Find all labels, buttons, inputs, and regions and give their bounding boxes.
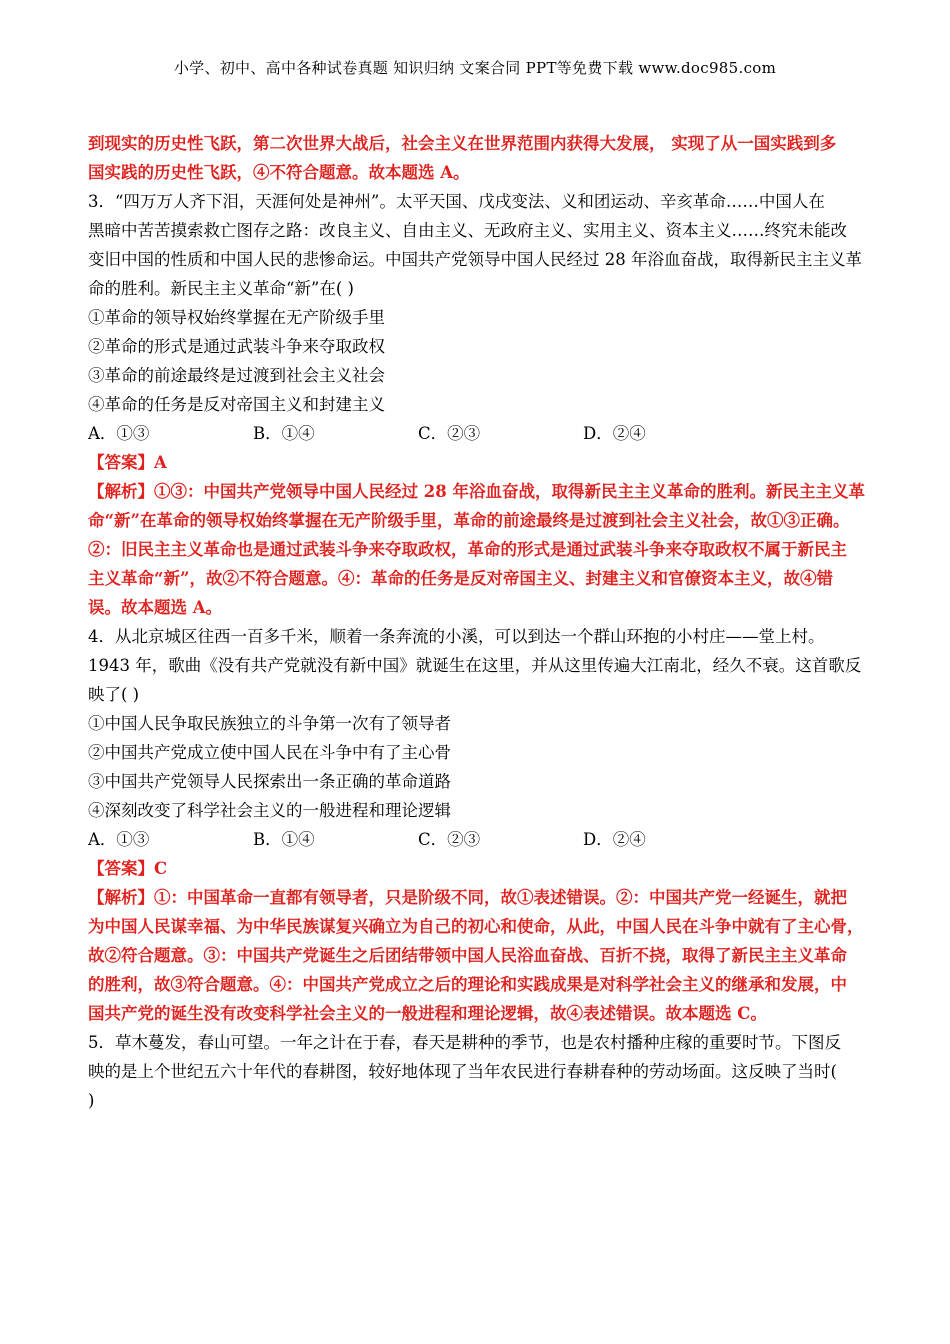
option-a: A．①③	[88, 424, 150, 443]
document-body	[88, 129, 878, 1115]
explanation-line: 到现实的历史性飞跃，第二次世界大战后，社会主义在世界范围内获得大发展， 实现了从一国实践到多	[88, 134, 837, 153]
explanation-line: 的胜利，故③符合题意。④：中国共产党成立之后的理论和实践成果是对科学社会主义的继承和发展，中	[88, 975, 847, 994]
answer-label: 【答案】C	[88, 859, 168, 878]
question-item: ②中国共产党成立使中国人民在斗争中有了主心骨	[88, 743, 451, 762]
page-header: 小学、初中、高中各种试卷真题 知识归纳 文案合同 PPT等免费下载 www.doc985.com	[173, 59, 777, 77]
question-stem-line: 4．从北京城区往西一百多千米，顺着一条奔流的小溪，可以到达一个群山环抱的小村庄——堂上村。	[88, 627, 825, 646]
question-item: ③中国共产党领导人民探索出一条正确的革命道路	[88, 772, 451, 791]
question-stem-line: 黑暗中苦苦摸索救亡图存之路：改良主义、自由主义、无政府主义、实用主义、资本主义……终究未能改	[88, 221, 847, 240]
explanation-line: 【解析】①③：中国共产党领导中国人民经过 28 年浴血奋战，取得新民主主义革命的胜利。新民主主义革	[88, 482, 865, 501]
answer-label: 【答案】A	[88, 453, 167, 472]
question-stem-line: 变旧中国的性质和中国人民的悲惨命运。中国共产党领导中国人民经过 28 年浴血奋战，取得新民主主义革	[88, 250, 862, 269]
question-stem-line: 命的胜利。新民主主义革命“新”在( )	[88, 279, 354, 298]
explanation-line: 误。故本题选 A。	[88, 598, 223, 617]
explanation-line: 主义革命“新”，故②不符合题意。④：革命的任务是反对帝国主义、封建主义和官僚资本主义，故④错	[88, 569, 833, 588]
explanation-line: 国实践的历史性飞跃，④不符合题意。故本题选 A。	[88, 163, 470, 182]
option-d: D．②④	[583, 424, 646, 443]
question-4	[88, 622, 878, 1028]
question-stem-line: 1943 年，歌曲《没有共产党就没有新中国》就诞生在这里，并从这里传遍大江南北，经久不衰。这首歌反	[88, 656, 862, 675]
question-item: ①中国人民争取民族独立的斗争第一次有了领导者	[88, 714, 451, 733]
question-item: ①革命的领导权始终掌握在无产阶级手里	[88, 308, 385, 327]
question-stem-line: 映的是上个世纪五六十年代的春耕图，较好地体现了当年农民进行春耕春种的劳动场面。这反映了当时(	[88, 1062, 837, 1081]
question-stem-line: )	[88, 1091, 95, 1110]
explanation-line: 为中国人民谋幸福、为中华民族谋复兴确立为自己的初心和使命，从此，中国人民在斗争中就有了主心骨，	[88, 917, 864, 936]
option-b: B．①④	[253, 424, 315, 443]
option-b: B．①④	[253, 830, 315, 849]
question-item: ④革命的任务是反对帝国主义和封建主义	[88, 395, 385, 414]
question-item: ④深刻改变了科学社会主义的一般进程和理论逻辑	[88, 801, 451, 820]
answer-options	[88, 419, 878, 448]
option-d: D．②④	[583, 830, 646, 849]
explanation-line: 国共产党的诞生没有改变科学社会主义的一般进程和理论逻辑，故④表述错误。故本题选 C。	[88, 1004, 767, 1023]
option-c: C．②③	[418, 830, 481, 849]
question-5	[88, 1028, 878, 1115]
question-stem-line: 映了( )	[88, 685, 140, 704]
explanation-line: 故②符合题意。③：中国共产党诞生之后团结带领中国人民浴血奋战、百折不挠，取得了新民主主义革命	[88, 946, 847, 965]
question-item: ③革命的前途最终是过渡到社会主义社会	[88, 366, 385, 385]
option-c: C．②③	[418, 424, 481, 443]
prev-explanation	[88, 129, 878, 187]
option-a: A．①③	[88, 830, 150, 849]
explanation-line: 命“新”在革命的领导权始终掌握在无产阶级手里，革命的前途最终是过渡到社会主义社会，故①③正确。	[88, 511, 850, 530]
question-stem-line: 3．“四万万人齐下泪，天涯何处是神州”。太平天国、戊戌变法、义和团运动、辛亥革命……中国人在	[88, 192, 825, 211]
question-3	[88, 187, 878, 622]
question-stem-line: 5．草木蔓发，春山可望。一年之计在于春，春天是耕种的季节，也是农村播种庄稼的重要时节。下图反	[88, 1033, 841, 1052]
explanation-line: 【解析】①：中国革命一直都有领导者，只是阶级不同，故①表述错误。②：中国共产党一经诞生，就把	[88, 888, 847, 907]
explanation-line: ②：旧民主主义革命也是通过武装斗争来夺取政权，革命的形式是通过武装斗争来夺取政权不属于新民主	[88, 540, 847, 559]
question-item: ②革命的形式是通过武装斗争来夺取政权	[88, 337, 385, 356]
answer-options	[88, 825, 878, 854]
